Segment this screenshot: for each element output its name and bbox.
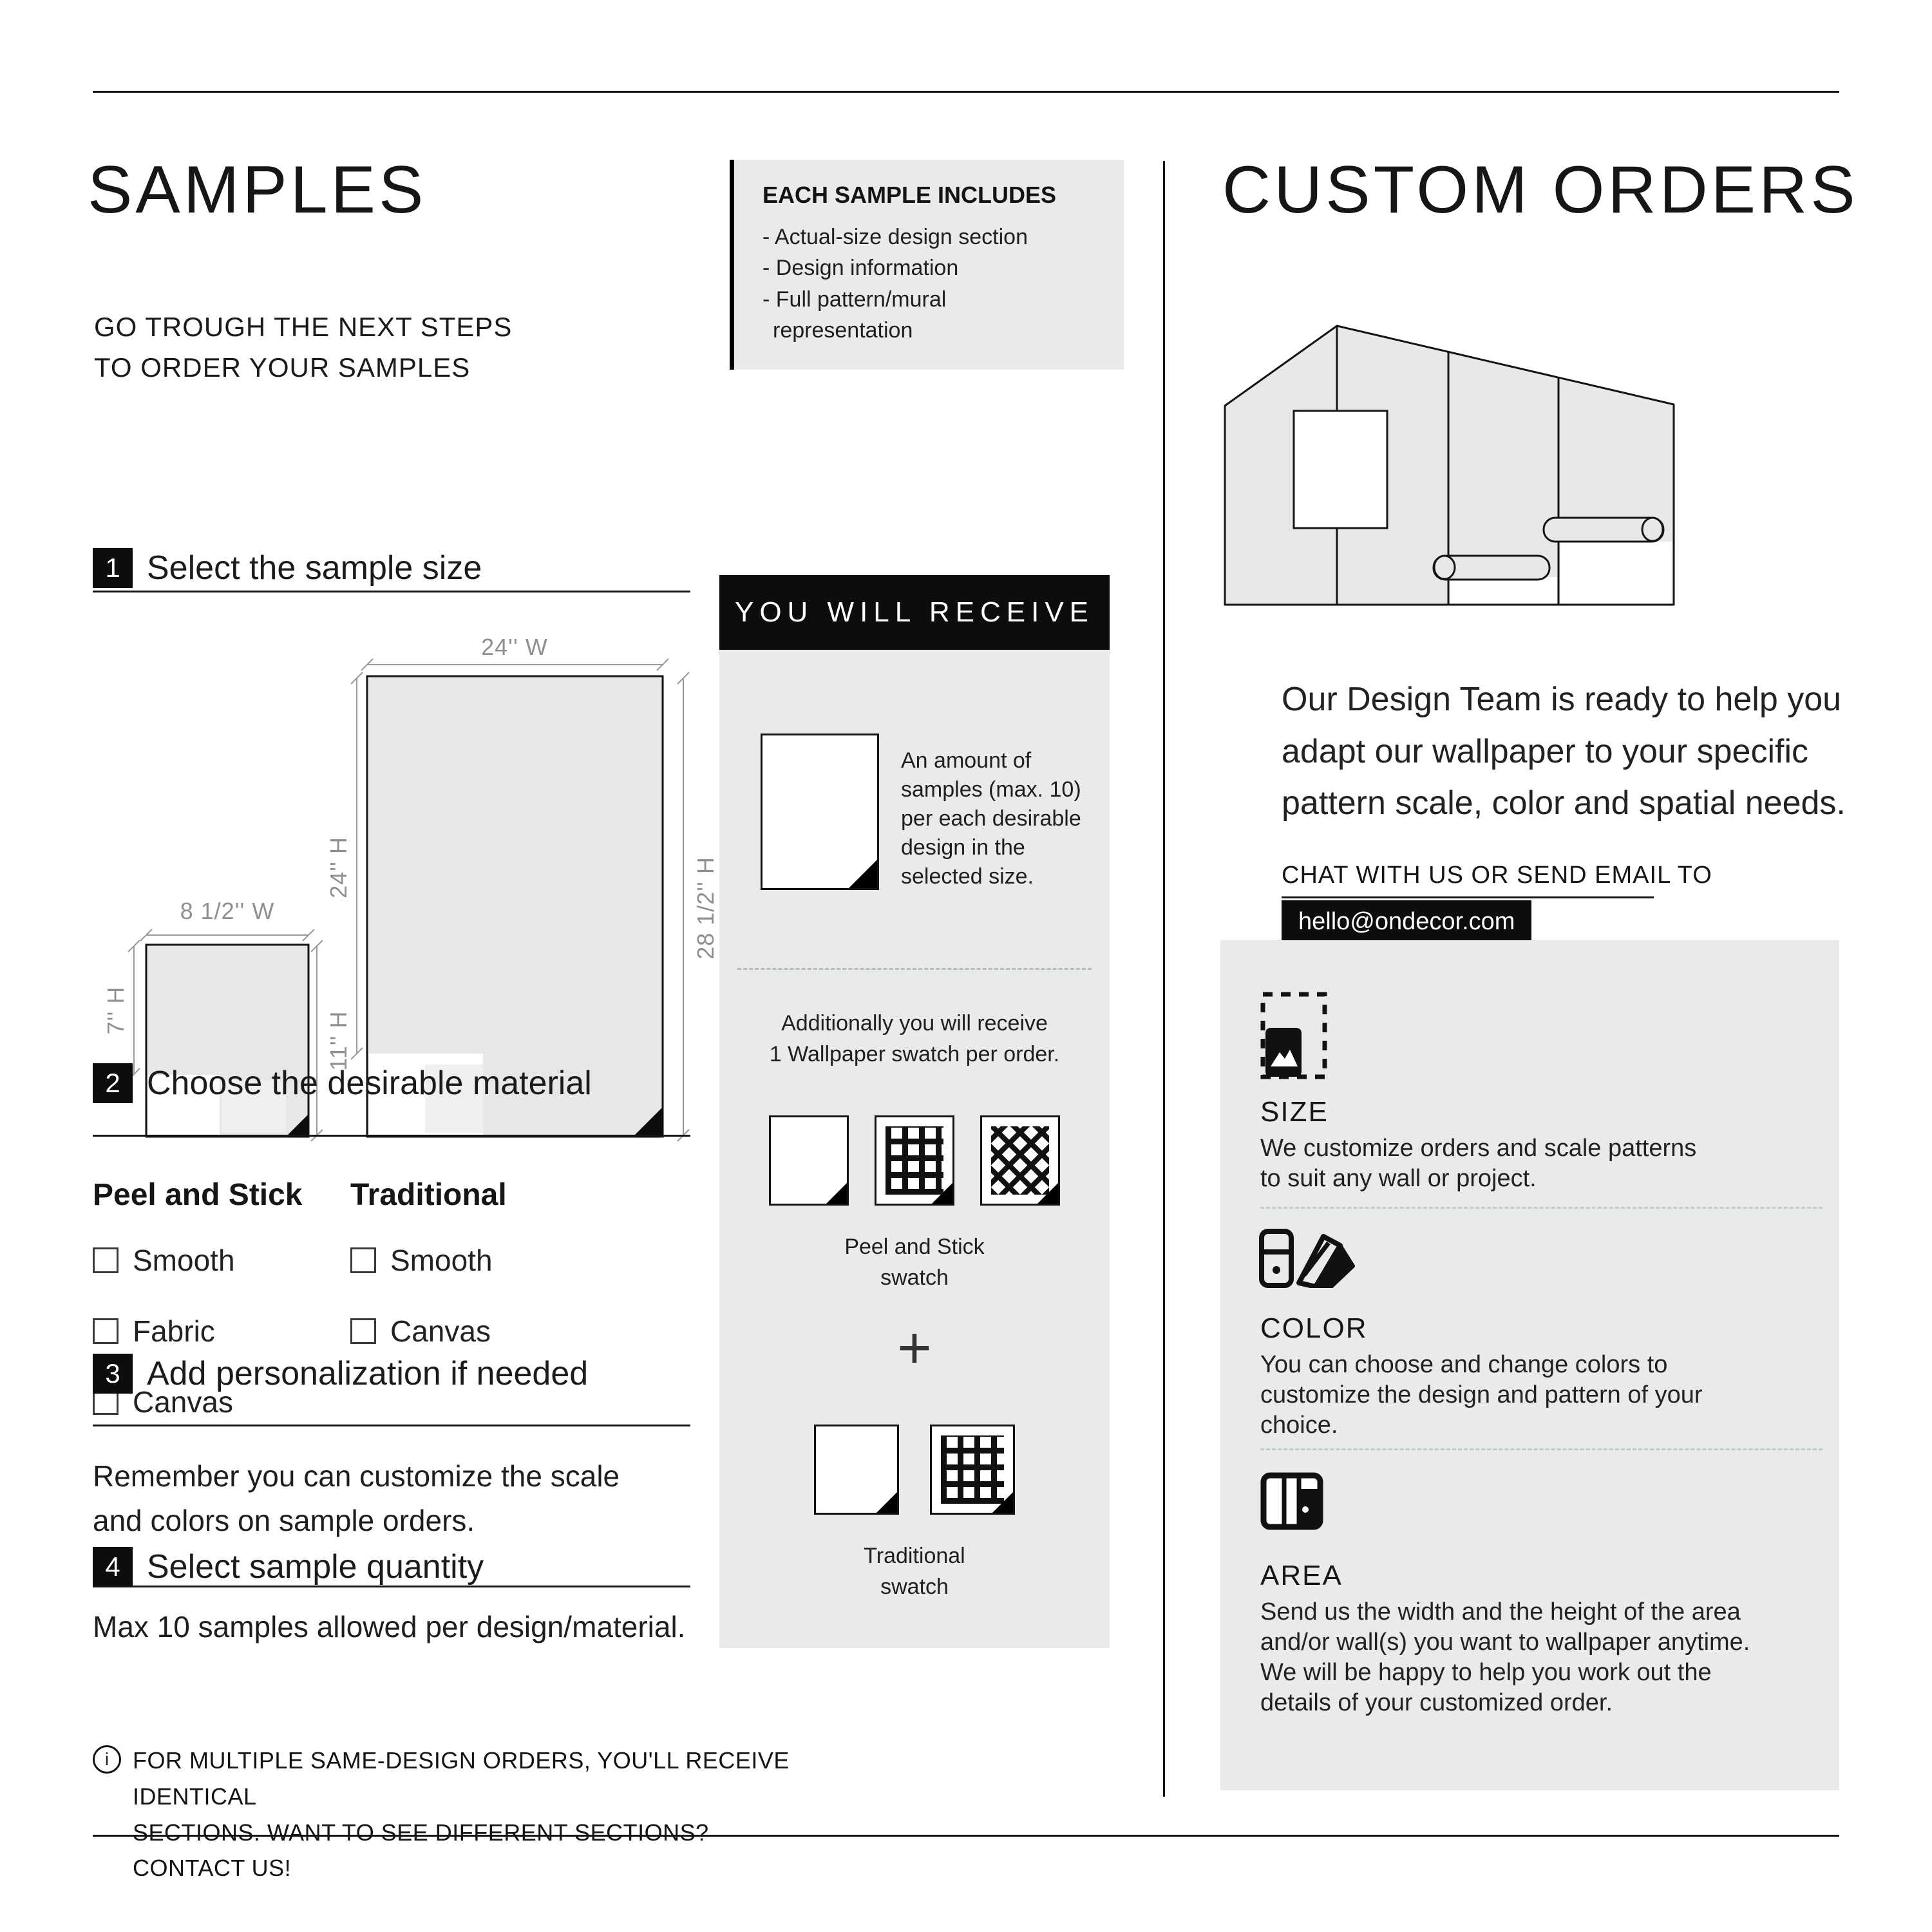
text-line: customize the design and pattern of your [1260, 1381, 1703, 1409]
peel-swatch-row [719, 1115, 1110, 1206]
traditional-title: Traditional [350, 1178, 507, 1212]
grid-swatch-icon [875, 1115, 954, 1206]
step-underline [93, 591, 690, 592]
step-label: Select sample quantity [147, 1548, 484, 1586]
includes-box [730, 160, 1124, 370]
text-line: swatch [880, 1575, 949, 1600]
area-icon [1260, 1472, 1323, 1530]
text-line: Our Design Team is ready to help you [1282, 681, 1842, 718]
dashed-divider [1260, 1207, 1823, 1209]
text-line: TO ORDER YOUR SAMPLES [94, 352, 471, 383]
color-icon [1259, 1229, 1359, 1288]
text-line: Traditional [864, 1544, 965, 1568]
column-divider [1163, 161, 1165, 1797]
crosshatch-swatch-icon [980, 1115, 1060, 1206]
dashed-divider [737, 968, 1092, 970]
option-label: Fabric [133, 1314, 215, 1348]
checkbox[interactable] [350, 1247, 376, 1273]
folded-corner-icon [992, 1492, 1013, 1513]
traditional-swatch-row [719, 1425, 1110, 1515]
text-line: Remember you can customize the scale [93, 1459, 620, 1493]
text-line: details of your customized order. [1260, 1689, 1613, 1717]
samples-title: SAMPLES [88, 153, 427, 227]
text-line: We will be happy to help you work out the [1260, 1659, 1712, 1687]
note-text [133, 1743, 814, 1886]
samples-intro [94, 307, 512, 388]
option-trad-smooth [350, 1243, 493, 1278]
option-peel-fabric [93, 1314, 215, 1349]
traditional-swatch-label [719, 1540, 1110, 1603]
option-label: Canvas [133, 1385, 233, 1419]
option-label: Smooth [390, 1244, 493, 1277]
note [93, 1743, 814, 1886]
blank-swatch-icon [769, 1115, 849, 1206]
step-number-badge: 3 [93, 1354, 133, 1394]
grid-swatch-icon [930, 1425, 1015, 1515]
step-label: Choose the desirable material [147, 1065, 592, 1102]
section-title: SIZE [1260, 1096, 1329, 1128]
text-line: SECTIONS. WANT TO SEE DIFFERENT SECTIONS? CONTACT US! [133, 1819, 709, 1882]
step-label: Select the sample size [147, 549, 482, 587]
text-line: and colors on sample orders. [93, 1504, 475, 1537]
top-rule [93, 91, 1839, 93]
sample-sheet-icon [761, 734, 879, 890]
includes-item: - Full pattern/mural [762, 287, 947, 312]
dim-label: 7'' H [102, 986, 129, 1035]
blank-swatch-icon [814, 1425, 899, 1515]
dashed-divider [1260, 1448, 1823, 1450]
folded-corner-icon [932, 1183, 952, 1204]
step-underline [93, 1425, 690, 1426]
custom-orders-panel [1220, 940, 1839, 1790]
text-line: An amount of [901, 748, 1032, 773]
custom-orders-title: CUSTOM ORDERS [1222, 153, 1859, 227]
includes-item: - Actual-size design section [762, 225, 1028, 249]
checkbox[interactable] [93, 1318, 118, 1344]
step-2-header [93, 1063, 592, 1103]
chat-label: CHAT WITH US OR SEND EMAIL TO [1282, 862, 1712, 889]
step-4-header [93, 1547, 484, 1587]
text-line: You can choose and change colors to [1260, 1351, 1668, 1378]
includes-item: - Design information [762, 256, 959, 281]
text-line: selected size. [901, 864, 1034, 889]
text-line: choice. [1260, 1412, 1338, 1439]
includes-title: EACH SAMPLE INCLUDES [762, 182, 1057, 208]
text-line: adapt our wallpaper to your specific [1282, 732, 1809, 770]
text-line: We customize orders and scale patterns [1260, 1135, 1697, 1162]
text-line: to suit any wall or project. [1260, 1165, 1537, 1193]
peel-and-stick-title: Peel and Stick [93, 1178, 303, 1212]
section-text [1260, 1350, 1703, 1441]
folded-corner-icon [849, 860, 877, 888]
step-1-header [93, 548, 482, 588]
option-trad-canvas [350, 1314, 491, 1349]
chat-underline [1282, 896, 1654, 898]
text-line: Peel and Stick [844, 1235, 985, 1259]
checkbox[interactable] [93, 1247, 118, 1273]
folded-corner-icon [876, 1492, 897, 1513]
house-wallpaper-illustration [1217, 314, 1681, 614]
dim-label: 8 1/2'' W [180, 898, 275, 924]
dim-label: 28 1/2'' H [692, 857, 719, 960]
text-line: design in the [901, 835, 1025, 860]
step-3-text [93, 1454, 620, 1543]
text-line: per each desirable [901, 806, 1081, 831]
option-label: Smooth [133, 1244, 235, 1277]
folded-corner-icon [826, 1183, 847, 1204]
dim-label: 24'' W [481, 634, 548, 660]
section-title: COLOR [1260, 1312, 1368, 1344]
section-text [1260, 1597, 1750, 1718]
checkbox[interactable] [350, 1318, 376, 1344]
text-line: pattern scale, color and spatial needs. [1282, 784, 1846, 822]
step-label: Add personalization if needed [147, 1355, 589, 1392]
folded-corner-icon [1037, 1183, 1058, 1204]
peel-swatch-label [719, 1231, 1110, 1294]
text-line: samples (max. 10) [901, 777, 1081, 802]
email-link[interactable]: hello@ondecor.com [1282, 900, 1531, 943]
size-icon [1260, 992, 1327, 1079]
dim-label: 24'' H [325, 837, 352, 898]
step-4-text: Max 10 samples allowed per design/material. [93, 1610, 686, 1643]
info-icon: i [93, 1745, 121, 1774]
custom-intro [1282, 674, 1846, 829]
step-number-badge: 1 [93, 548, 133, 588]
dim-label: 11'' H [325, 1010, 352, 1071]
you-will-receive-header: YOU WILL RECEIVE [719, 575, 1110, 650]
text-line: FOR MULTIPLE SAME-DESIGN ORDERS, YOU'LL RECEIVE IDENTICAL [133, 1747, 790, 1810]
option-peel-smooth [93, 1243, 235, 1278]
step-3-header [93, 1354, 588, 1394]
includes-item: representation [773, 317, 913, 343]
text-line: Send us the width and the height of the area [1260, 1598, 1741, 1625]
additional-text [719, 1008, 1110, 1070]
section-title: AREA [1260, 1560, 1343, 1591]
text-line: GO TROUGH THE NEXT STEPS [94, 312, 513, 342]
step-underline [93, 1135, 690, 1137]
text-line: 1 Wallpaper swatch per order. [769, 1042, 1060, 1067]
step-underline [93, 1586, 690, 1587]
you-will-receive-panel [719, 650, 1110, 1648]
receive-samples-text [901, 746, 1113, 891]
text-line: swatch [880, 1265, 949, 1291]
section-text [1260, 1133, 1696, 1194]
step-number-badge: 2 [93, 1063, 133, 1103]
step-number-badge: 4 [93, 1547, 133, 1587]
text-line: and/or wall(s) you want to wallpaper anytime. [1260, 1629, 1750, 1656]
text-line: Additionally you will receive [781, 1011, 1048, 1036]
option-label: Canvas [390, 1314, 491, 1348]
plus-icon: + [897, 1315, 932, 1381]
